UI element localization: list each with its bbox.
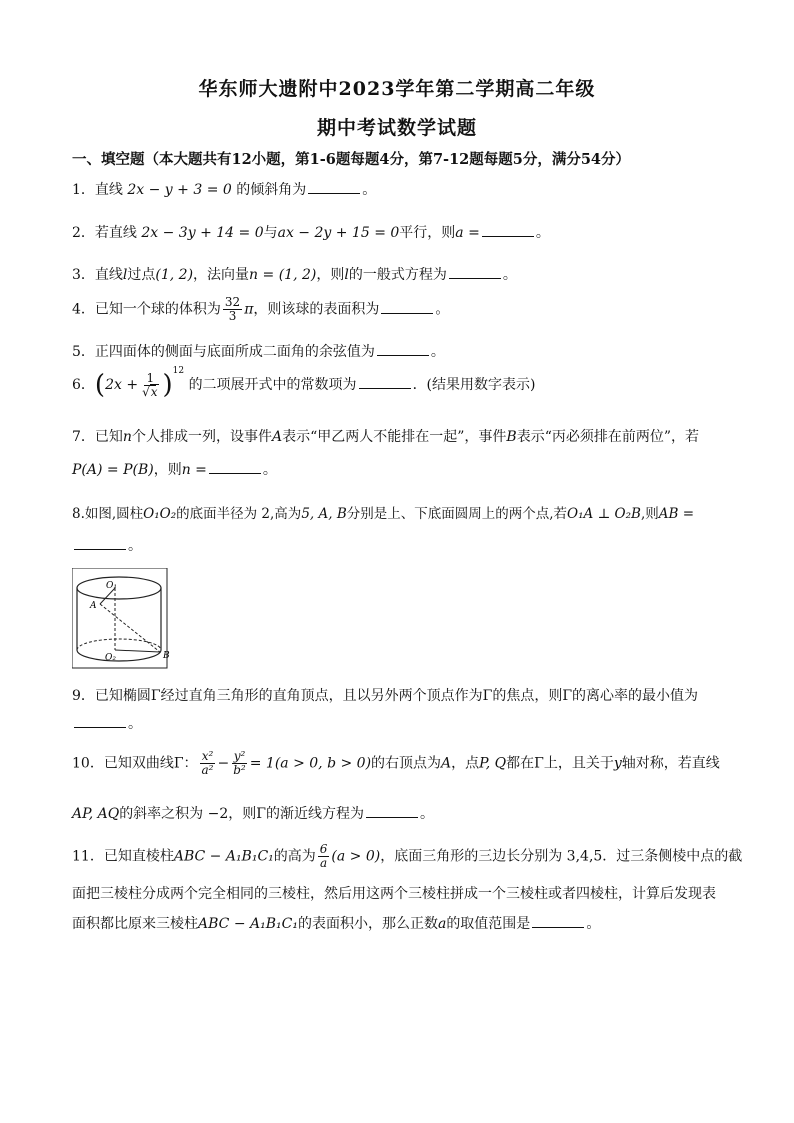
- q11-end: 。: [586, 916, 601, 932]
- q10-minus: −: [217, 755, 230, 772]
- q10-text-d: 都在Γ上，且关于: [506, 755, 614, 772]
- q10-pq: P, Q: [479, 755, 507, 772]
- answer-blank: [377, 343, 429, 356]
- q6-frac-num: 1: [146, 370, 155, 385]
- q10-frac-x: [200, 750, 216, 777]
- q4-text: ，则该球的表面积为: [253, 301, 380, 318]
- q10-eq: = 1(a > 0, b > 0): [249, 755, 372, 772]
- q8-text-a: 8.如图,圆柱: [72, 506, 144, 522]
- q11-frac-den: a: [320, 856, 328, 870]
- question-11-line-2: [72, 883, 716, 903]
- q3-line-var: l: [122, 267, 128, 283]
- q6-expr: 2x +: [105, 377, 139, 393]
- bottom-back-arc: [77, 639, 161, 650]
- q10-end: 。: [420, 806, 434, 822]
- q3-line-var-2: l: [344, 267, 349, 283]
- question-7-line-2: [72, 459, 277, 479]
- q10-text-e: 轴对称，若直线: [621, 755, 720, 772]
- question-8-line-2: [72, 535, 142, 555]
- question-9-line-2: [72, 713, 142, 733]
- q6-frac-den: √x: [142, 384, 158, 399]
- answer-blank: [359, 376, 411, 389]
- q11-cond: (a > 0): [331, 848, 381, 865]
- answer-blank: [308, 181, 360, 194]
- title-line-1: 华东师大遗附中2023学年第二学期高二年级: [198, 78, 596, 100]
- q7-text-c: 表示“甲乙两人不能排在一起”，事件: [282, 429, 507, 445]
- q6-exponent: 12: [172, 366, 185, 377]
- q11-frac-num: 6: [319, 842, 328, 856]
- q3-end: 。: [502, 267, 517, 283]
- segment-ab: [100, 604, 160, 652]
- q6-right-paren: ): [162, 370, 173, 400]
- q7-text-b: 个人排成一列，设事件: [131, 429, 272, 445]
- question-11-line-1: [72, 843, 742, 870]
- answer-blank: [482, 224, 534, 237]
- top-ellipse: [77, 577, 161, 599]
- q2-label: 2．若直线: [72, 225, 137, 241]
- q3-text-a: 过点: [127, 267, 156, 283]
- q11-text-a: 11．已知直棱柱: [72, 848, 174, 865]
- q10-y: y: [613, 755, 622, 772]
- q11-text-f: 的取值范围是: [446, 916, 531, 932]
- q7-equation: P(A) = P(B): [72, 462, 154, 478]
- q1-expression: 2x − y + 3 = 0: [127, 182, 232, 198]
- q4-end: 。: [435, 301, 450, 318]
- q5-end: 。: [430, 344, 445, 360]
- q6-sqrt-x: x: [150, 384, 158, 399]
- q10-text-a: 10．已知双曲线Γ：: [72, 755, 198, 772]
- q3-text-d: 的一般式方程为: [348, 267, 447, 283]
- cylinder-figure: [72, 568, 182, 670]
- q11-text-b: 的高为: [273, 848, 316, 865]
- answer-blank: [209, 461, 261, 474]
- label-b: B: [163, 651, 170, 661]
- q4-label: 4．已知一个球的体积为: [72, 301, 221, 318]
- q8-end: 。: [128, 538, 142, 554]
- q8-ab: AB =: [658, 506, 695, 522]
- q8-text-c: 分别是上、下底面圆周上的两个点,若: [346, 506, 568, 522]
- q11-prism-2: ABC − A₁B₁C₁: [198, 916, 298, 932]
- q8-text-d: ,则: [640, 506, 659, 522]
- figure-frame: [72, 568, 167, 668]
- q10-lines: AP, AQ: [72, 806, 120, 822]
- question-2: [72, 222, 550, 242]
- q10-a: A: [441, 755, 452, 772]
- q10-a2: a²: [201, 763, 214, 777]
- q10-text-b: 的右顶点为: [371, 755, 442, 772]
- label-a: A: [90, 601, 97, 611]
- q10-x2: x²: [201, 749, 214, 763]
- q1-label: 1．直线: [72, 182, 123, 198]
- q3-text-b: ，法向量: [193, 267, 250, 283]
- label-o2: O₂: [105, 653, 116, 663]
- question-1: [72, 179, 376, 199]
- q11-prism: ABC − A₁B₁C₁: [173, 848, 274, 865]
- q8-cylinder: O₁O₂: [143, 506, 177, 522]
- q2-mid: 与: [263, 225, 278, 241]
- q2-end: 。: [535, 225, 550, 241]
- q7-text-e: ，则: [153, 462, 182, 478]
- segment-o2b: [115, 650, 160, 652]
- q11-text-d: 面积都比原来三棱柱: [72, 916, 198, 932]
- answer-blank: [74, 537, 126, 550]
- q10-b2: b²: [233, 763, 246, 777]
- answer-blank: [381, 301, 433, 314]
- q7-event-a: A: [271, 429, 283, 445]
- question-6: [72, 366, 536, 400]
- q7-end: 。: [262, 462, 277, 478]
- q2-line1: 2x − 3y + 14 = 0: [141, 225, 264, 241]
- title-line-2: 期中考试数学试题: [316, 117, 477, 139]
- q8-vals: 5, A, B: [301, 506, 347, 522]
- q6-label: 6．: [72, 377, 95, 393]
- section-heading: 一、填空题（本大题共有12小题，第1-6题每题4分，第7-12题每题5分，满分54分）: [72, 151, 631, 168]
- q3-normal-vector: n = (1, 2): [249, 267, 317, 283]
- q11-a: a: [437, 916, 447, 932]
- q7-text-a: 7．已知: [72, 429, 123, 445]
- question-10-line-1: [72, 750, 720, 777]
- q10-y2: y²: [233, 749, 246, 763]
- answer-blank: [74, 715, 126, 728]
- q7-event-b: B: [506, 429, 517, 445]
- question-4: [72, 296, 449, 323]
- question-11-line-3: [72, 913, 600, 933]
- question-5: [72, 341, 445, 361]
- q10-frac-y: [231, 750, 248, 777]
- q7-n-eq: n =: [181, 462, 207, 478]
- q7-text-d: 表示“丙必须排在前两位”，若: [516, 429, 700, 445]
- q4-frac-num: 32: [224, 295, 241, 309]
- q2-text: 平行，则: [399, 225, 456, 241]
- q11-text-e: 的表面积小，那么正数: [297, 916, 438, 932]
- q1-text: 的倾斜角为: [236, 182, 307, 198]
- q6-text: 的二项展开式中的常数项为: [188, 377, 357, 393]
- q5-text: 5．正四面体的侧面与底面所成二面角的余弦值为: [72, 344, 375, 360]
- q9-text: 9．已知椭圆Γ经过直角三角形的直角顶点，且以另外两个顶点作为Γ的焦点，则Γ的离心率的最小值为: [72, 688, 699, 704]
- q2-line2: ax − 2y + 15 = 0: [277, 225, 400, 241]
- q4-frac-den: 3: [228, 309, 237, 323]
- q3-point: (1, 2): [155, 267, 194, 283]
- question-8-line-1: [72, 502, 694, 522]
- q3-label: 3．直线: [72, 267, 123, 283]
- q6-fraction: [140, 372, 160, 399]
- q4-fraction: [223, 296, 242, 323]
- q11-text-line2: 面把三棱柱分成两个完全相同的三棱柱，然后用这两个三棱柱拼成一个三棱柱或者四棱柱，计算后发现表: [72, 886, 716, 902]
- answer-blank: [366, 805, 418, 818]
- q8-text-b: 的底面半径为 2,高为: [176, 506, 302, 522]
- label-o1: O₁: [106, 581, 117, 591]
- q6-end: ．(结果用数字表示): [412, 377, 536, 393]
- q6-left-paren: (: [94, 370, 106, 400]
- question-7-line-1: [72, 426, 699, 446]
- q4-pi: π: [244, 301, 254, 318]
- question-10-line-2: [72, 803, 434, 823]
- q7-n: n: [122, 429, 132, 445]
- q8-perp: O₁A ⊥ O₂B: [567, 506, 641, 522]
- q3-text-c: ，则: [316, 267, 345, 283]
- q10-text-f: 的斜率之积为 −2，则Γ的渐近线方程为: [119, 806, 364, 822]
- answer-blank: [532, 915, 584, 928]
- question-9-line-1: [72, 685, 698, 705]
- q2-var: a =: [455, 225, 480, 241]
- q10-text-c: ，点: [451, 755, 480, 772]
- question-3: [72, 264, 517, 284]
- q9-end: 。: [128, 716, 142, 732]
- q11-text-c: ，底面三角形的三边长分别为 3,4,5．过三条侧棱中点的截: [380, 848, 743, 865]
- q11-fraction: [318, 843, 330, 870]
- answer-blank: [449, 266, 501, 279]
- q1-end: 。: [362, 182, 377, 198]
